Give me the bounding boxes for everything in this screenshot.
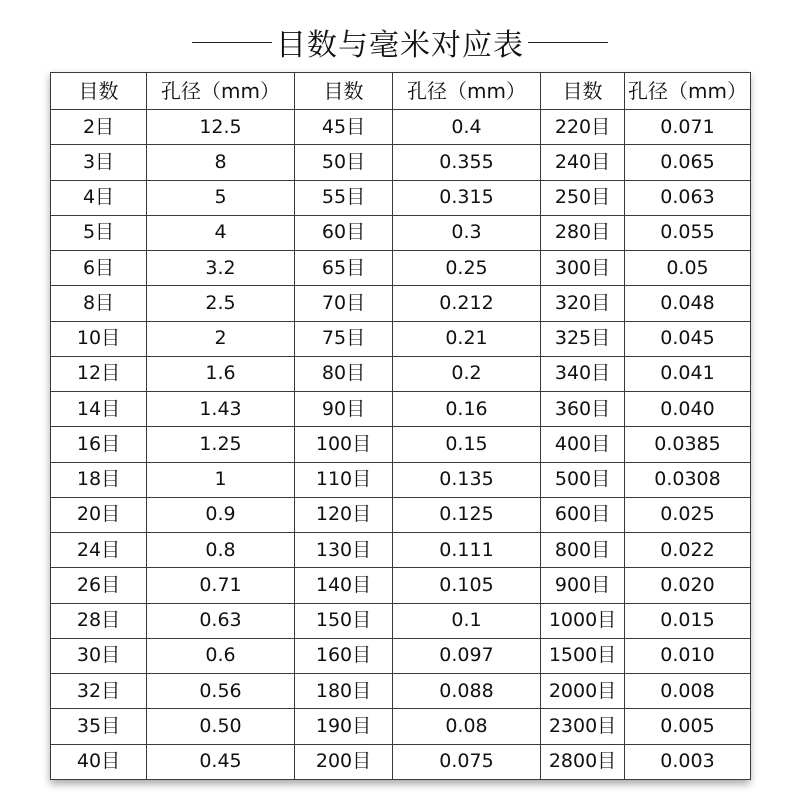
table-row xyxy=(51,462,751,497)
mesh-cell: 2000目 xyxy=(541,674,625,709)
mesh-cell: 2800目 xyxy=(541,744,625,780)
mesh-cell: 80目 xyxy=(295,356,393,391)
aperture-cell: 0.063 xyxy=(625,180,751,215)
mesh-cell: 150目 xyxy=(295,603,393,638)
header-aperture: 孔径（mm） xyxy=(393,73,541,110)
mesh-cell: 190目 xyxy=(295,709,393,744)
mesh-cell: 40目 xyxy=(51,744,147,780)
aperture-cell: 8 xyxy=(147,145,295,180)
title-bar xyxy=(0,22,800,62)
mesh-table-frame xyxy=(50,72,750,780)
aperture-cell: 0.088 xyxy=(393,674,541,709)
aperture-cell: 12.5 xyxy=(147,110,295,145)
mesh-cell: 45目 xyxy=(295,110,393,145)
table-row xyxy=(51,286,751,321)
title-rule-right xyxy=(528,42,608,43)
aperture-cell: 0.4 xyxy=(393,110,541,145)
table-row xyxy=(51,321,751,356)
aperture-cell: 0.50 xyxy=(147,709,295,744)
aperture-cell: 0.63 xyxy=(147,603,295,638)
mesh-cell: 26目 xyxy=(51,568,147,603)
mesh-cell: 65目 xyxy=(295,251,393,286)
aperture-cell: 0.010 xyxy=(625,638,751,673)
aperture-cell: 0.125 xyxy=(393,497,541,532)
mesh-cell: 12目 xyxy=(51,356,147,391)
aperture-cell: 0.25 xyxy=(393,251,541,286)
mesh-cell: 3目 xyxy=(51,145,147,180)
header-mesh: 目数 xyxy=(295,73,393,110)
aperture-cell: 0.16 xyxy=(393,392,541,427)
aperture-cell: 0.022 xyxy=(625,533,751,568)
aperture-cell: 0.135 xyxy=(393,462,541,497)
aperture-cell: 1.25 xyxy=(147,427,295,462)
table-row xyxy=(51,744,751,780)
mesh-cell: 30目 xyxy=(51,638,147,673)
mesh-cell: 320目 xyxy=(541,286,625,321)
mesh-cell: 130目 xyxy=(295,533,393,568)
aperture-cell: 0.071 xyxy=(625,110,751,145)
aperture-cell: 0.15 xyxy=(393,427,541,462)
aperture-cell: 0.45 xyxy=(147,744,295,780)
mesh-cell: 70目 xyxy=(295,286,393,321)
mesh-cell: 8目 xyxy=(51,286,147,321)
aperture-cell: 0.045 xyxy=(625,321,751,356)
aperture-cell: 0.21 xyxy=(393,321,541,356)
aperture-cell: 0.2 xyxy=(393,356,541,391)
mesh-cell: 340目 xyxy=(541,356,625,391)
mesh-cell: 55目 xyxy=(295,180,393,215)
aperture-cell: 0.055 xyxy=(625,215,751,250)
table-row xyxy=(51,709,751,744)
mesh-cell: 35目 xyxy=(51,709,147,744)
aperture-cell: 0.56 xyxy=(147,674,295,709)
mesh-cell: 800目 xyxy=(541,533,625,568)
aperture-cell: 0.041 xyxy=(625,356,751,391)
table-row xyxy=(51,497,751,532)
aperture-cell: 0.71 xyxy=(147,568,295,603)
table-row xyxy=(51,427,751,462)
mesh-cell: 50目 xyxy=(295,145,393,180)
mesh-cell: 60目 xyxy=(295,215,393,250)
table-header-row xyxy=(51,73,751,110)
aperture-cell: 0.355 xyxy=(393,145,541,180)
mesh-cell: 140目 xyxy=(295,568,393,603)
header-aperture: 孔径（mm） xyxy=(625,73,751,110)
table-row xyxy=(51,215,751,250)
table-row xyxy=(51,251,751,286)
mesh-cell: 500目 xyxy=(541,462,625,497)
table-row xyxy=(51,180,751,215)
aperture-cell: 1 xyxy=(147,462,295,497)
table-row xyxy=(51,568,751,603)
mesh-cell: 1500目 xyxy=(541,638,625,673)
aperture-cell: 0.9 xyxy=(147,497,295,532)
mesh-cell: 6目 xyxy=(51,251,147,286)
aperture-cell: 0.048 xyxy=(625,286,751,321)
mesh-cell: 75目 xyxy=(295,321,393,356)
aperture-cell: 0.08 xyxy=(393,709,541,744)
mesh-cell: 600目 xyxy=(541,497,625,532)
title-rule-left xyxy=(192,42,272,43)
mesh-cell: 32目 xyxy=(51,674,147,709)
mesh-cell: 220目 xyxy=(541,110,625,145)
page-title: 目数与毫米对应表 xyxy=(276,28,524,63)
header-aperture: 孔径（mm） xyxy=(147,73,295,110)
mesh-table xyxy=(50,72,751,780)
mesh-cell: 4目 xyxy=(51,180,147,215)
table-row xyxy=(51,145,751,180)
mesh-cell: 120目 xyxy=(295,497,393,532)
mesh-cell: 2目 xyxy=(51,110,147,145)
aperture-cell: 0.097 xyxy=(393,638,541,673)
aperture-cell: 0.0385 xyxy=(625,427,751,462)
aperture-cell: 0.003 xyxy=(625,744,751,780)
header-mesh: 目数 xyxy=(51,73,147,110)
aperture-cell: 0.315 xyxy=(393,180,541,215)
mesh-cell: 100目 xyxy=(295,427,393,462)
mesh-cell: 360目 xyxy=(541,392,625,427)
table-row xyxy=(51,674,751,709)
aperture-cell: 0.212 xyxy=(393,286,541,321)
mesh-cell: 200目 xyxy=(295,744,393,780)
mesh-cell: 400目 xyxy=(541,427,625,462)
mesh-cell: 5目 xyxy=(51,215,147,250)
table-row xyxy=(51,603,751,638)
mesh-cell: 10目 xyxy=(51,321,147,356)
mesh-cell: 250目 xyxy=(541,180,625,215)
aperture-cell: 0.008 xyxy=(625,674,751,709)
aperture-cell: 0.075 xyxy=(393,744,541,780)
mesh-cell: 24目 xyxy=(51,533,147,568)
aperture-cell: 0.0308 xyxy=(625,462,751,497)
aperture-cell: 0.1 xyxy=(393,603,541,638)
mesh-cell: 16目 xyxy=(51,427,147,462)
mesh-cell: 14目 xyxy=(51,392,147,427)
aperture-cell: 0.6 xyxy=(147,638,295,673)
aperture-cell: 0.040 xyxy=(625,392,751,427)
table-body xyxy=(51,110,751,780)
table-row xyxy=(51,392,751,427)
mesh-cell: 300目 xyxy=(541,251,625,286)
aperture-cell: 3.2 xyxy=(147,251,295,286)
aperture-cell: 0.111 xyxy=(393,533,541,568)
mesh-cell: 900目 xyxy=(541,568,625,603)
aperture-cell: 0.3 xyxy=(393,215,541,250)
mesh-cell: 110目 xyxy=(295,462,393,497)
table-row xyxy=(51,356,751,391)
mesh-cell: 280目 xyxy=(541,215,625,250)
mesh-cell: 18目 xyxy=(51,462,147,497)
header-mesh: 目数 xyxy=(541,73,625,110)
aperture-cell: 5 xyxy=(147,180,295,215)
table-row xyxy=(51,110,751,145)
mesh-cell: 90目 xyxy=(295,392,393,427)
aperture-cell: 0.065 xyxy=(625,145,751,180)
aperture-cell: 0.005 xyxy=(625,709,751,744)
aperture-cell: 2 xyxy=(147,321,295,356)
aperture-cell: 0.105 xyxy=(393,568,541,603)
mesh-cell: 2300目 xyxy=(541,709,625,744)
table-row xyxy=(51,533,751,568)
mesh-cell: 20目 xyxy=(51,497,147,532)
mesh-cell: 160目 xyxy=(295,638,393,673)
mesh-cell: 325目 xyxy=(541,321,625,356)
aperture-cell: 0.020 xyxy=(625,568,751,603)
aperture-cell: 0.015 xyxy=(625,603,751,638)
mesh-cell: 180目 xyxy=(295,674,393,709)
aperture-cell: 0.8 xyxy=(147,533,295,568)
aperture-cell: 1.43 xyxy=(147,392,295,427)
aperture-cell: 2.5 xyxy=(147,286,295,321)
mesh-cell: 1000目 xyxy=(541,603,625,638)
aperture-cell: 0.05 xyxy=(625,251,751,286)
aperture-cell: 0.025 xyxy=(625,497,751,532)
table-row xyxy=(51,638,751,673)
mesh-cell: 240目 xyxy=(541,145,625,180)
aperture-cell: 4 xyxy=(147,215,295,250)
mesh-cell: 28目 xyxy=(51,603,147,638)
aperture-cell: 1.6 xyxy=(147,356,295,391)
